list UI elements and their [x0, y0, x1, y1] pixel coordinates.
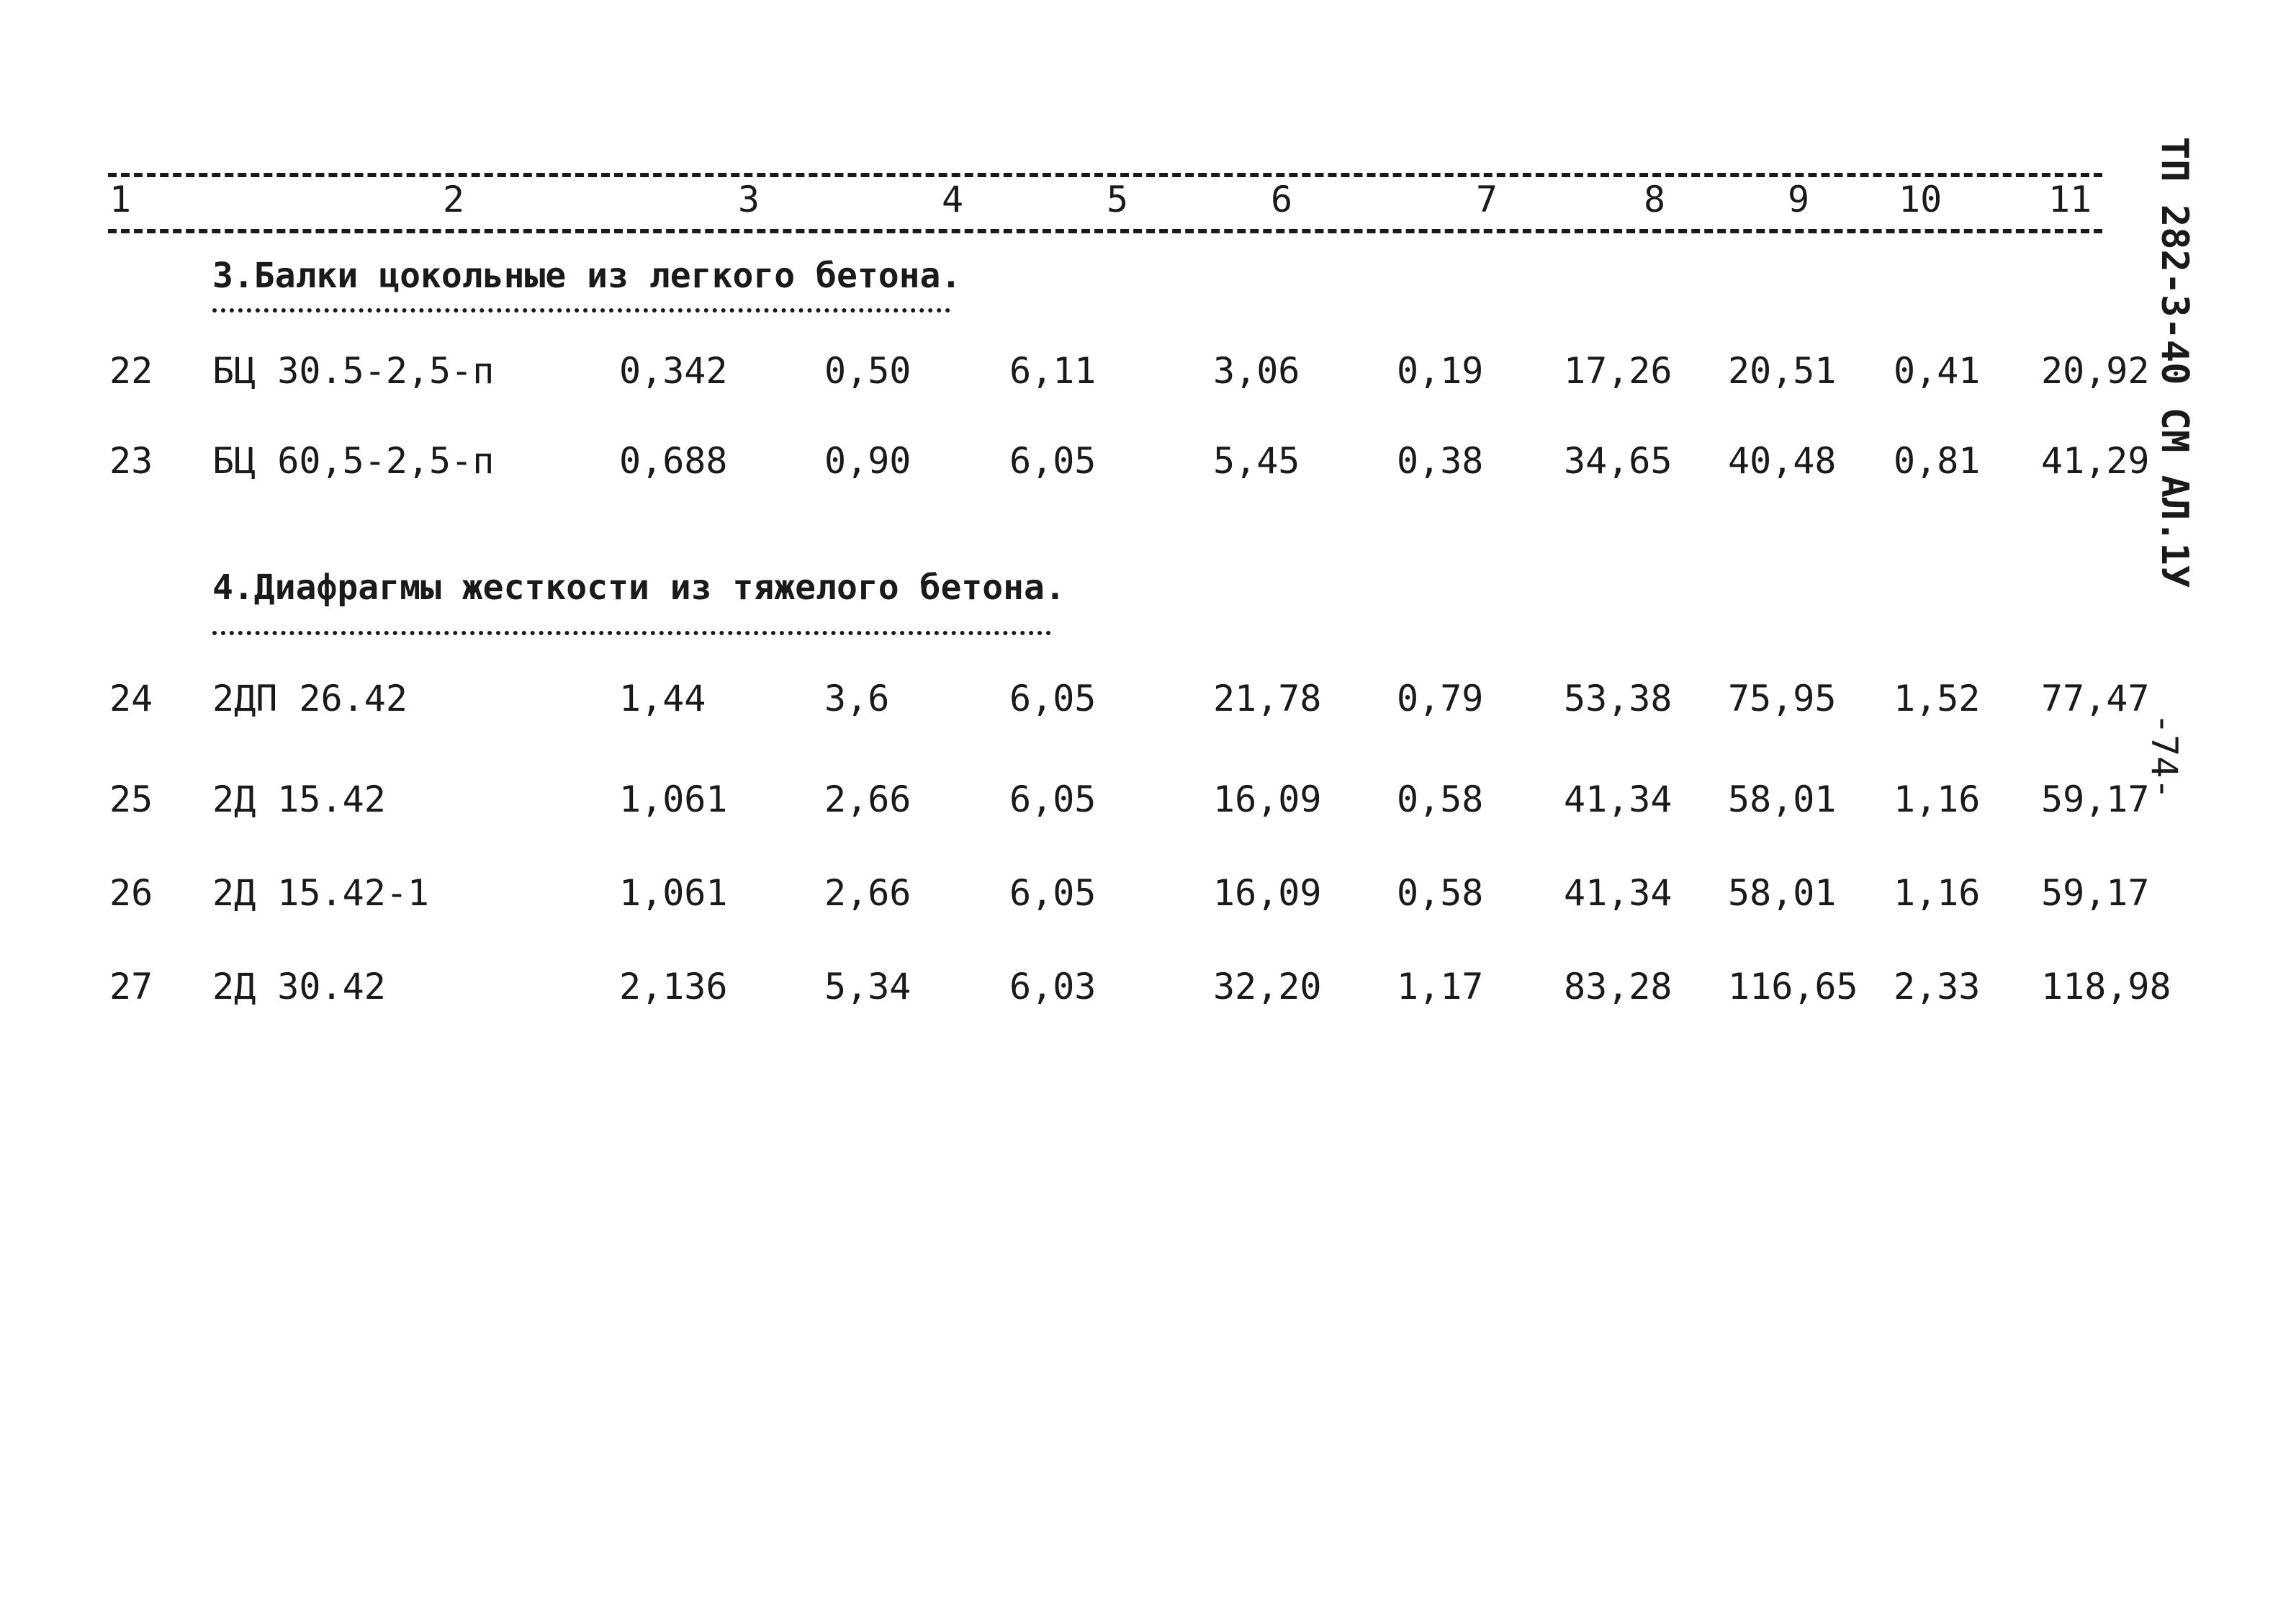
row-number-cell: 25: [109, 778, 153, 820]
value-cell: 2,66: [824, 872, 911, 914]
row-number-cell: 22: [109, 350, 153, 392]
value-cell: 6,05: [1009, 678, 1097, 719]
value-cell: 53,38: [1564, 678, 1673, 719]
value-cell: 6,11: [1009, 350, 1097, 392]
value-cell: 5,34: [824, 966, 911, 1007]
value-cell: 21,78: [1213, 678, 1322, 719]
column-header: 3: [738, 179, 760, 220]
item-code-cell: БЦ 30.5-2,5-п: [212, 350, 495, 392]
value-cell: 5,45: [1213, 440, 1300, 482]
value-cell: 0,79: [1397, 678, 1484, 719]
value-cell: 1,16: [1894, 778, 1981, 820]
value-cell: 0,58: [1397, 778, 1484, 820]
section-underline: [212, 631, 1051, 635]
value-cell: 77,47: [2041, 678, 2150, 719]
item-code-cell: 2Д 15.42: [212, 778, 386, 820]
column-header: 11: [2048, 179, 2092, 220]
value-cell: 1,061: [619, 872, 728, 914]
value-cell: 2,33: [1894, 966, 1981, 1007]
column-header: 7: [1476, 179, 1498, 220]
value-cell: 0,90: [824, 440, 911, 482]
value-cell: 32,20: [1213, 966, 1322, 1007]
value-cell: 83,28: [1564, 966, 1673, 1007]
item-code-cell: 2ДП 26.42: [212, 678, 408, 719]
value-cell: 59,17: [2041, 778, 2150, 820]
value-cell: 1,52: [1894, 678, 1981, 719]
value-cell: 0,50: [824, 350, 911, 392]
value-cell: 58,01: [1728, 778, 1837, 820]
row-number-cell: 26: [109, 872, 153, 914]
value-cell: 0,81: [1894, 440, 1981, 482]
value-cell: 59,17: [2041, 872, 2150, 914]
value-cell: 41,29: [2041, 440, 2150, 482]
value-cell: 58,01: [1728, 872, 1837, 914]
value-cell: 6,05: [1009, 872, 1097, 914]
header-bottom-dashed-rule: [108, 229, 2102, 233]
value-cell: 16,09: [1213, 872, 1322, 914]
item-code-cell: БЦ 60,5-2,5-п: [212, 440, 495, 482]
value-cell: 0,58: [1397, 872, 1484, 914]
column-header: 1: [109, 179, 132, 220]
value-cell: 41,34: [1564, 778, 1673, 820]
value-cell: 16,09: [1213, 778, 1322, 820]
document-code-label: ТП 282-3-40 СМ АЛ.1У: [2153, 137, 2196, 588]
value-cell: 75,95: [1728, 678, 1837, 719]
value-cell: 118,98: [2041, 966, 2171, 1007]
value-cell: 0,688: [619, 440, 728, 482]
section-title: 4.Диафрагмы жесткости из тяжелого бетона.: [212, 567, 1066, 608]
value-cell: 1,061: [619, 778, 728, 820]
value-cell: 1,44: [619, 678, 706, 719]
column-header: 5: [1107, 179, 1129, 220]
column-header: 4: [942, 179, 964, 220]
value-cell: 20,92: [2041, 350, 2150, 392]
page-number: -74-: [2143, 713, 2185, 800]
value-cell: 0,38: [1397, 440, 1484, 482]
row-number-cell: 27: [109, 966, 153, 1007]
item-code-cell: 2Д 15.42-1: [212, 872, 430, 914]
column-header: 9: [1788, 179, 1810, 220]
value-cell: 0,41: [1894, 350, 1981, 392]
value-cell: 1,16: [1894, 872, 1981, 914]
value-cell: 2,136: [619, 966, 728, 1007]
value-cell: 17,26: [1564, 350, 1673, 392]
value-cell: 6,05: [1009, 440, 1097, 482]
value-cell: 3,06: [1213, 350, 1300, 392]
column-header: 8: [1644, 179, 1666, 220]
column-header: 6: [1271, 179, 1293, 220]
value-cell: 40,48: [1728, 440, 1837, 482]
value-cell: 3,6: [824, 678, 890, 719]
value-cell: 0,19: [1397, 350, 1484, 392]
column-header: 10: [1899, 179, 1942, 220]
row-number-cell: 23: [109, 440, 153, 482]
value-cell: 6,05: [1009, 778, 1097, 820]
header-top-dashed-rule: [108, 173, 2102, 177]
value-cell: 2,66: [824, 778, 911, 820]
item-code-cell: 2Д 30.42: [212, 966, 386, 1007]
column-header: 2: [443, 179, 465, 220]
section-underline: [212, 308, 950, 313]
row-number-cell: 24: [109, 678, 153, 719]
value-cell: 41,34: [1564, 872, 1673, 914]
value-cell: 0,342: [619, 350, 728, 392]
value-cell: 116,65: [1728, 966, 1858, 1007]
value-cell: 1,17: [1397, 966, 1484, 1007]
section-title: 3.Балки цокольные из легкого бетона.: [212, 256, 962, 296]
value-cell: 6,03: [1009, 966, 1097, 1007]
value-cell: 34,65: [1564, 440, 1673, 482]
value-cell: 20,51: [1728, 350, 1837, 392]
